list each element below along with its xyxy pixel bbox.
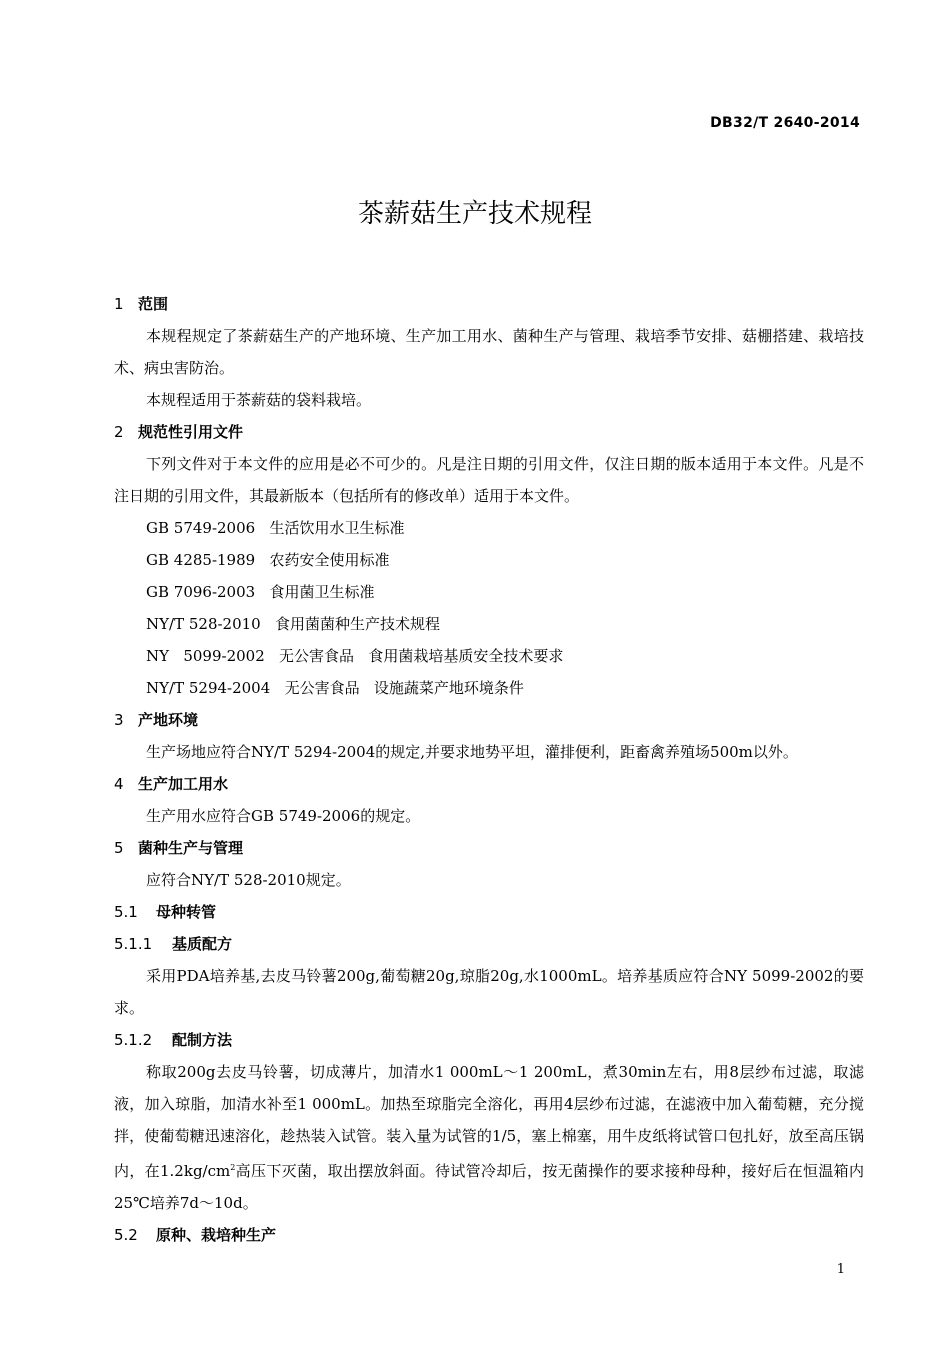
section-heading-1: 1 范围 [114, 295, 169, 313]
document-body [114, 288, 864, 1251]
section-heading-5-2: 5.2 原种、栽培种生产 [114, 1226, 277, 1244]
paragraph: 称取200g去皮马铃薯，切成薄片，加清水1 000mL～1 200mL，煮30min左右，用8层纱布过滤，取滤液，加入琼脂，加清水补至1 000mL。加热至琼脂完全溶化，再用4层纱布过滤，在滤液中加入葡萄糖，充分搅拌，使葡萄糖迅速溶化，趁热装入试管。装入量为试管的1/5，塞上棉塞，用牛皮纸将试管口包扎好，放至高压锅内，在$1.2kg/cm^2$高压下灭菌，取出摆放斜面。待试管冷却后，按无菌操作的要求接种母种，接好后在恒温箱内25℃培养7d～10d。 [114, 1063, 864, 1212]
section-heading-5: 5 菌种生产与管理 [114, 839, 244, 857]
reference-item: GB 4285-1989 农药安全使用标准 [146, 551, 390, 569]
paragraph: 采用PDA培养基,去皮马铃薯200g,葡萄糖20g,琼脂20g,水1000mL。培养基质应符合NY 5099-2002的要求。 [114, 967, 864, 1017]
reference-item: NY 5099-2002 无公害食品 食用菌栽培基质安全技术要求 [146, 647, 564, 665]
paragraph: 生产场地应符合NY/T 5294-2004的规定,并要求地势平坦，灌排便利，距畜禽养殖场500m以外。 [146, 743, 798, 761]
section-heading-5-1-2: 5.1.2 配制方法 [114, 1031, 233, 1049]
paragraph: 本规程适用于茶薪菇的袋料栽培。 [146, 391, 372, 409]
page-number: 1 [836, 1262, 845, 1277]
section-heading-4: 4 生产加工用水 [114, 775, 229, 793]
document-code: DB32/T 2640-2014 [710, 115, 860, 131]
document-title: 茶薪菇生产技术规程 [357, 199, 592, 229]
section-heading-5-1-1: 5.1.1 基质配方 [114, 935, 233, 953]
paragraph: 生产用水应符合GB 5749-2006的规定。 [146, 807, 421, 825]
reference-item: GB 5749-2006 生活饮用水卫生标准 [146, 519, 405, 537]
paragraph: 应符合NY/T 528-2010规定。 [146, 871, 351, 889]
paragraph: 本规程规定了茶薪菇生产的产地环境、生产加工用水、菌种生产与管理、栽培季节安排、菇棚搭建、栽培技术、病虫害防治。 [114, 327, 864, 377]
reference-item: NY/T 5294-2004 无公害食品 设施蔬菜产地环境条件 [146, 679, 524, 697]
section-heading-2: 2 规范性引用文件 [114, 423, 244, 441]
reference-item: GB 7096-2003 食用菌卫生标准 [146, 583, 375, 601]
section-heading-5-1: 5.1 母种转管 [114, 903, 217, 921]
reference-item: NY/T 528-2010 食用菌菌种生产技术规程 [146, 615, 441, 633]
paragraph: 下列文件对于本文件的应用是必不可少的。凡是注日期的引用文件，仅注日期的版本适用于本文件。凡是不注日期的引用文件，其最新版本（包括所有的修改单）适用于本文件。 [114, 455, 864, 505]
section-heading-3: 3 产地环境 [114, 711, 199, 729]
